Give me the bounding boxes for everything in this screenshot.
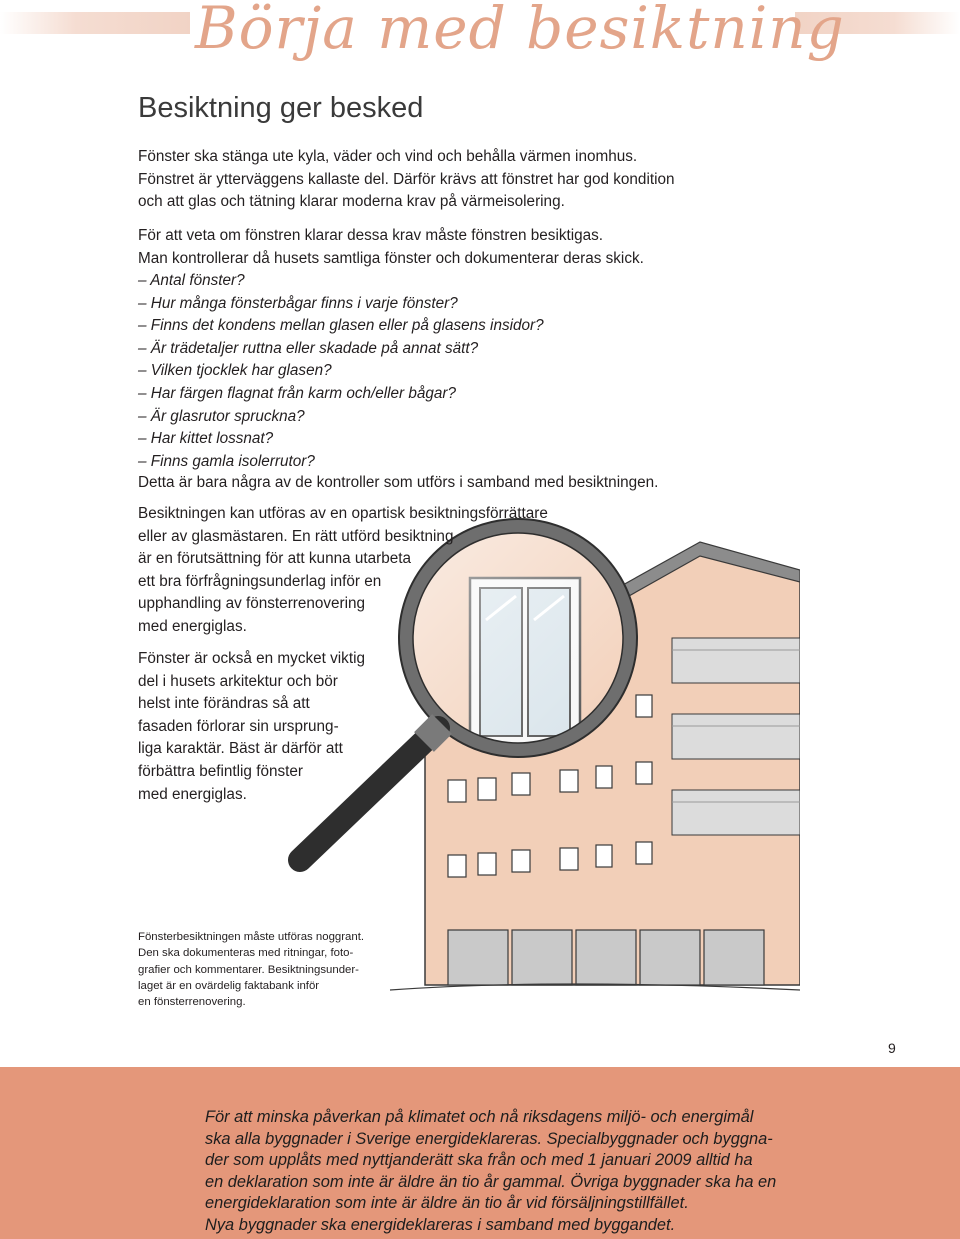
- list-item: – Är trädetaljer ruttna eller skadade på annat sätt?: [138, 338, 544, 361]
- text-line: en deklaration som inte är äldre än tio år gammal. Övriga byggnader ska ha en: [205, 1172, 777, 1191]
- list-item: – Antal fönster?: [138, 270, 544, 293]
- text-line: och att glas och tätning klarar moderna krav på värmeisolering.: [138, 193, 565, 211]
- text-line: en fönsterrenovering.: [138, 996, 246, 1009]
- text-line: Den ska dokumenteras med ritningar, foto-: [138, 947, 354, 960]
- text-line: eller av glasmästaren. En rätt utförd besiktning: [138, 527, 454, 545]
- check-intro-paragraph: [138, 225, 758, 270]
- text-line: Besiktningen kan utföras av en opartisk besiktningsförrättare: [138, 505, 548, 522]
- text-line: upphandling av fönsterrenovering: [138, 595, 366, 613]
- top-decor-band-left: [0, 12, 190, 34]
- list-item: – Finns gamla isolerrutor?: [138, 451, 544, 474]
- energy-declaration-note: [205, 1107, 845, 1237]
- text-line: Fönstret är ytterväggens kallaste del. Därför krävs att fönstret har god kondition: [138, 170, 675, 188]
- text-line: grafier och kommentarer. Besiktningsunder-: [138, 963, 359, 976]
- text-line: förbättra befintlig fönster: [138, 762, 303, 780]
- text-line: energideklaration som inte är äldre än tio år vid försäljningstillfället.: [205, 1194, 689, 1213]
- text-line: Fönster ska stänga ute kyla, väder och vind och behålla värmen inomhus.: [138, 148, 638, 165]
- page-number: 9: [888, 1040, 896, 1056]
- text-line: Man kontrollerar då husets samtliga fönster och dokumenterar deras skick.: [138, 249, 644, 267]
- text-line: med energiglas.: [138, 617, 247, 635]
- page-title: Börja med besiktning: [195, 0, 845, 62]
- text-line: är en förutsättning för att kunna utarbeta: [138, 550, 411, 568]
- text-line: laget är en ovärdelig faktabank inför: [138, 979, 320, 992]
- section-subtitle: Besiktning ger besked: [138, 92, 424, 124]
- list-item: – Har färgen flagnat från karm och/eller bågar?: [138, 383, 544, 406]
- architecture-paragraph: [138, 648, 438, 806]
- text-line: med energiglas.: [138, 785, 247, 803]
- text-line: Fönsterbesiktningen måste utföras noggrant.: [138, 931, 365, 943]
- list-item: – Finns det kondens mellan glasen eller på glasens insidor?: [138, 315, 544, 338]
- text-line: För att minska påverkan på klimatet och nå riksdagens miljö- och energimål: [205, 1108, 754, 1126]
- text-line: Fönster är också en mycket viktig: [138, 650, 365, 667]
- text-line: ska alla byggnader i Sverige energideklareras. Specialbyggnader och byggna-: [205, 1129, 773, 1148]
- text-line: ett bra förfrågningsunderlag inför en: [138, 572, 382, 590]
- inspection-checklist: [138, 270, 544, 473]
- list-item: – Vilken tjocklek har glasen?: [138, 360, 544, 383]
- summary-paragraph: Detta är bara några av de kontroller som utförs i samband med besiktningen.: [138, 474, 659, 491]
- text-line: fasaden förlorar sin ursprung-: [138, 717, 339, 735]
- list-item: – Hur många fönsterbågar finns i varje fönster?: [138, 293, 544, 316]
- text-line: der som upplåts med nyttjanderätt ska från och med 1 januari 2009 alltid ha: [205, 1151, 753, 1170]
- text-line: del i husets arkitektur och bör: [138, 672, 338, 690]
- text-line: För att veta om fönstren klarar dessa krav måste fönstren besiktigas.: [138, 227, 604, 244]
- list-item: – Har kittet lossnat?: [138, 428, 544, 451]
- text-line: liga karaktär. Bäst är därför att: [138, 740, 343, 758]
- inspection-paragraph: [138, 503, 618, 639]
- list-item: – Är glasrutor spruckna?: [138, 406, 544, 429]
- intro-paragraph: [138, 146, 758, 214]
- balconies: [672, 638, 800, 835]
- text-line: Nya byggnader ska energideklareras i samband med byggandet.: [205, 1215, 676, 1234]
- garage-doors: [448, 930, 764, 985]
- text-line: helst inte förändras så att: [138, 695, 310, 713]
- illustration-caption: [138, 929, 398, 1010]
